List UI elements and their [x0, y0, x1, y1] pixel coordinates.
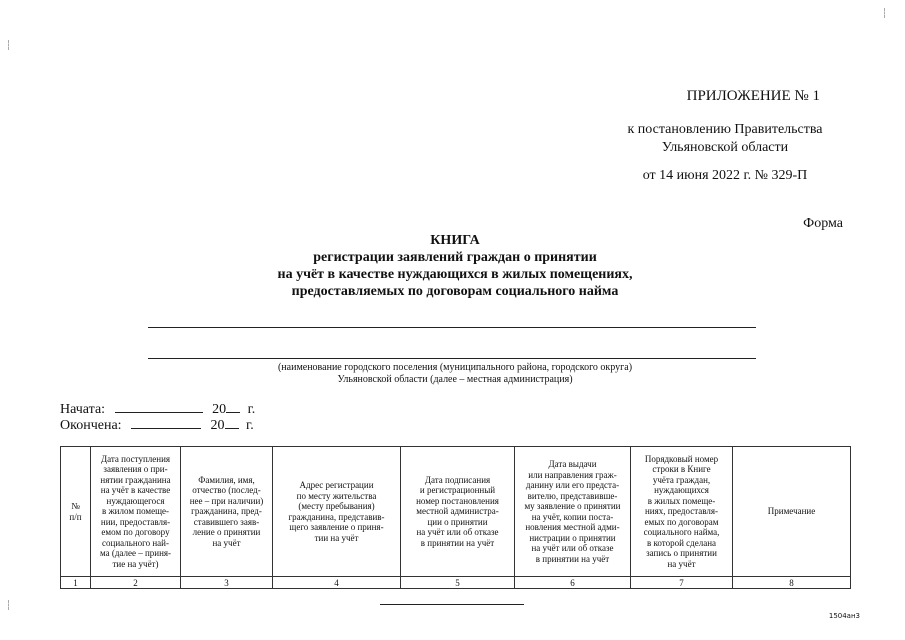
column-header-line: Дата поступления: [100, 453, 171, 464]
column-header-line: №: [71, 501, 80, 511]
column-header-line: на учёт или об отказе: [531, 543, 614, 553]
year-suffix: г.: [246, 418, 254, 433]
column-header-line: ление о принятии: [192, 527, 261, 538]
column-header-line: ции о принятии: [427, 516, 488, 527]
column-header-line: ставившего заяв-: [193, 516, 260, 527]
admin-name-line: [148, 327, 756, 328]
column-header-line: отчество (послед-: [192, 485, 261, 496]
scan-artifact: [884, 8, 886, 18]
started-year-blank: [226, 400, 240, 413]
column-header-line: му заявление о принятии: [524, 501, 621, 511]
column-number: 2: [91, 577, 181, 589]
ended-date-row: [60, 416, 254, 434]
column-header: [401, 447, 515, 577]
table-header-row: [61, 447, 851, 577]
column-header-line: на учёт или об отказе: [416, 527, 499, 538]
column-number: 5: [401, 577, 515, 589]
column-header: [515, 447, 631, 577]
year-prefix: 20: [212, 402, 227, 417]
column-header-line: гражданина, представив-: [288, 511, 385, 522]
column-header-line: запись о принятии: [646, 548, 717, 559]
column-header-line: нятии гражданина: [100, 474, 171, 485]
column-header: [61, 447, 91, 577]
column-header-line: щего заявление о приня-: [289, 522, 384, 532]
column-number: 4: [273, 577, 401, 589]
column-header-line: социального най-: [102, 537, 169, 548]
column-header-line: Дата выдачи: [548, 459, 597, 469]
column-number: 8: [733, 577, 851, 589]
column-header-line: или направления граж-: [528, 469, 617, 480]
column-header-line: на учёт в качестве: [100, 485, 171, 496]
column-number: 3: [181, 577, 273, 589]
resolution-date: от 14 июня 2022 г. № 329-П: [642, 168, 808, 183]
column-header-line: социального найма,: [643, 527, 720, 538]
registry-table: [60, 446, 851, 589]
column-header-line: на учёт: [667, 558, 696, 569]
column-header-line: строки в Книге: [652, 464, 711, 475]
column-header-line: (месту пребывания): [298, 501, 375, 511]
column-header-line: данину или его предста-: [525, 480, 620, 490]
column-header-line: ма (далее – приня-: [99, 548, 172, 559]
column-header: [733, 447, 851, 577]
column-header-line: местной администра-: [416, 506, 499, 517]
column-header-line: нее – при наличии): [189, 495, 264, 506]
book-subtitle-line: предоставляемых по договорам социального найма: [291, 284, 619, 299]
column-header-line: тие на учёт): [112, 558, 159, 569]
column-header: [273, 447, 401, 577]
form-label: Форма: [803, 216, 843, 231]
column-header-line: Порядковый номер: [644, 453, 719, 464]
column-header-line: в которой сделана: [646, 537, 717, 548]
caption-line: (наименование городского поселения (муниципального района, городского округа): [277, 362, 633, 373]
column-header: [91, 447, 181, 577]
column-header-line: п/п: [69, 511, 82, 522]
document-code: 1504ан3: [828, 612, 860, 620]
column-header-line: Дата подписания: [424, 474, 491, 485]
year-suffix: г.: [247, 402, 256, 417]
ended-year-blank: [225, 416, 239, 429]
scan-artifact: [8, 40, 10, 50]
column-header-line: в принятии на учёт: [535, 553, 610, 564]
column-header-line: нуждающегося: [106, 495, 165, 506]
column-header-line: нуждающихся: [654, 485, 709, 496]
column-header-line: номер постановления: [416, 495, 499, 506]
column-number-row: [61, 577, 851, 589]
resolution-line: Ульяновской области: [661, 140, 789, 155]
column-header-line: на учёт: [212, 537, 241, 548]
column-header-line: новления местной адми-: [525, 522, 620, 532]
column-header-line: Адрес регистрации: [299, 480, 374, 490]
appendix-title: ПРИЛОЖЕНИЕ № 1: [686, 88, 820, 104]
column-header-line: учёта граждан,: [652, 474, 711, 485]
column-header-line: нии, предоставля-: [100, 516, 171, 527]
column-number: 7: [631, 577, 733, 589]
column-header-line: емых по договорам: [644, 516, 719, 527]
signature-line: [380, 604, 524, 605]
column-header-line: емом по договору: [101, 527, 170, 538]
column-header-line: на учёт, копии поста-: [531, 511, 614, 522]
resolution-reference: [600, 121, 850, 157]
column-header-line: и регистрационный: [419, 485, 496, 496]
column-number: 1: [61, 577, 91, 589]
started-day-month-blank: [115, 400, 203, 413]
column-header-line: в жилых помеще-: [647, 495, 716, 506]
column-header-line: Фамилия, имя,: [198, 474, 255, 485]
admin-name-caption: [200, 362, 710, 386]
column-header-line: в принятии на учёт: [420, 537, 495, 548]
started-label: Начата:: [60, 402, 106, 417]
column-header-line: тии на учёт: [314, 532, 359, 543]
book-title: КНИГА: [430, 233, 480, 248]
column-header-line: ниях, предоставля-: [644, 506, 719, 517]
column-header-line: в жилом помеще-: [101, 506, 170, 517]
caption-line: Ульяновской области (далее – местная администрация): [337, 374, 573, 385]
year-prefix: 20: [210, 418, 225, 433]
column-header-line: гражданина, пред-: [191, 506, 262, 517]
book-subtitle-line: на учёт в качестве нуждающихся в жилых помещениях,: [277, 267, 633, 282]
column-number: 6: [515, 577, 631, 589]
ended-label: Окончена:: [60, 418, 122, 433]
column-header: [631, 447, 733, 577]
column-header-line: по месту жительства: [296, 490, 377, 501]
column-header-line: вителю, представивше-: [527, 490, 618, 501]
column-header-line: заявления о при-: [103, 464, 168, 475]
column-header: [181, 447, 273, 577]
column-header-line: Примечание: [767, 506, 816, 517]
book-heading: [200, 232, 710, 300]
resolution-line: к постановлению Правительства: [627, 122, 823, 137]
scan-artifact: [8, 600, 10, 610]
ended-day-month-blank: [131, 416, 201, 429]
column-header-line: нистрации о принятии: [529, 532, 616, 543]
book-subtitle-line: регистрации заявлений граждан о принятии: [313, 250, 597, 265]
admin-name-line: [148, 358, 756, 359]
